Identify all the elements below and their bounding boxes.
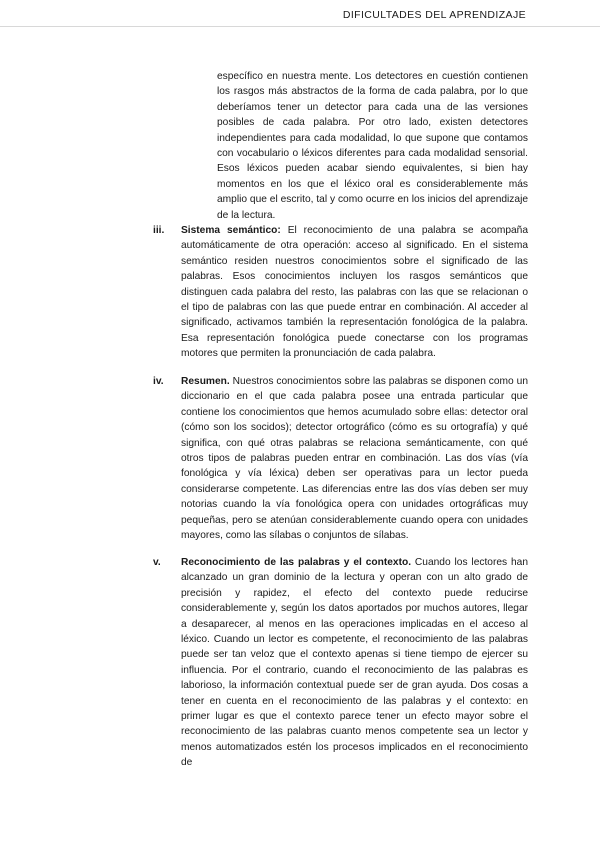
running-header: DIFICULTADES DEL APRENDIZAJE — [342, 9, 526, 21]
list-marker-iv: iv. — [153, 376, 164, 387]
item-heading: Resumen. — [181, 376, 230, 387]
list-item-sistema-semantico — [181, 223, 528, 362]
item-heading: Sistema semántico: — [181, 225, 281, 236]
intro-paragraph: específico en nuestra mente. Los detectores en cuestión contienen los rasgos más abstractos de la forma de cada palabra, por lo que deberíamos tener un detector para cada una de las versiones posibles de cada palabra. Por otro lado, existen detectores independientes para cada modalidad, lo que supone que contamos con vocabulario o léxicos diferentes para cada modalidad sensorial. Esos léxicos pueden acabar siendo equivalentes, si bien hay momentos en los que el léxico oral es considerablemente más amplio que el escrito, tal y como ocurre en los inicios del aprendizaje de la lectura. — [217, 71, 528, 221]
list-item-resumen — [181, 374, 528, 543]
list-item-reconocimiento-contexto — [181, 555, 528, 771]
item-text: Nuestros conocimientos sobre las palabras se disponen como un diccionario en el que cada palabra posee una entrada particular que contiene los conocimientos que hemos acumulado sobre ellas: detector oral (cómo son los socidos); detector ortográfico (cómo es su ortografía) y qué significa, con qué otras palabras se relaciona semánticamente, con qué otros tipos de palabras pueden entrar en combinación. Las dos vías (vía fonológica y vía léxica) deben ser operativas para un lector pueda considerarse competente. Las diferencias entre las dos vías deben ser muy notorias cuando la vía fonológica opera con unidades ortográficas muy pequeñas, pero se atenúan considerablemente cuando opera con unidades mayores, como las sílabas o conjuntos de sílabas. — [181, 376, 528, 542]
item-text: Cuando los lectores han alcanzado un gran dominio de la lectura y operan con un alto grado de precisión y rapidez, el efecto del contexto puede reducirse considerablemente y, según los datos aportados por muchos autores, llegar a desaparecer, al menos en las operaciones implicadas en el acceso al léxico. Cuando un lector es competente, el reconocimiento de las palabras puede ser tan veloz que el contexto apenas si tiene tiempo de ejercer su influencia. Por el contrario, cuando el reconocimiento de las palabras es laborioso, la información contextual puede ser de gran ayuda. Dos cosas a tener en cuenta en el reconocimiento de las palabras y el contexto: en primer lugar es que el contexto parece tener un efecto mayor sobre el reconocimiento de las palabras cuanto menos competente sea un lector y menos automatizados estén los procesos implicados en el reconocimiento de — [181, 557, 528, 769]
item-heading: Reconocimiento de las palabras y el contexto. — [181, 557, 412, 568]
list-marker-iii: iii. — [153, 225, 165, 236]
item-text: El reconocimiento de una palabra se acompaña automáticamente de otra operación: acceso al significado. En el sistema semántico residen nuestros conocimientos sobre el significado de las palabras. Esos conocimientos incluyen los rasgos semánticos que distinguen cada palabra del resto, las palabras con las que se relacionan o el tipo de palabras con las que puede entrar en combinación. Al acceder al significado, activamos también la representación fonológica de la palabra. Esa representación fonológica puede conectarse con los programas motores que permiten la pronunciación de cada palabra. — [181, 225, 528, 360]
header-divider — [0, 26, 600, 27]
list-marker-v: v. — [153, 557, 161, 568]
